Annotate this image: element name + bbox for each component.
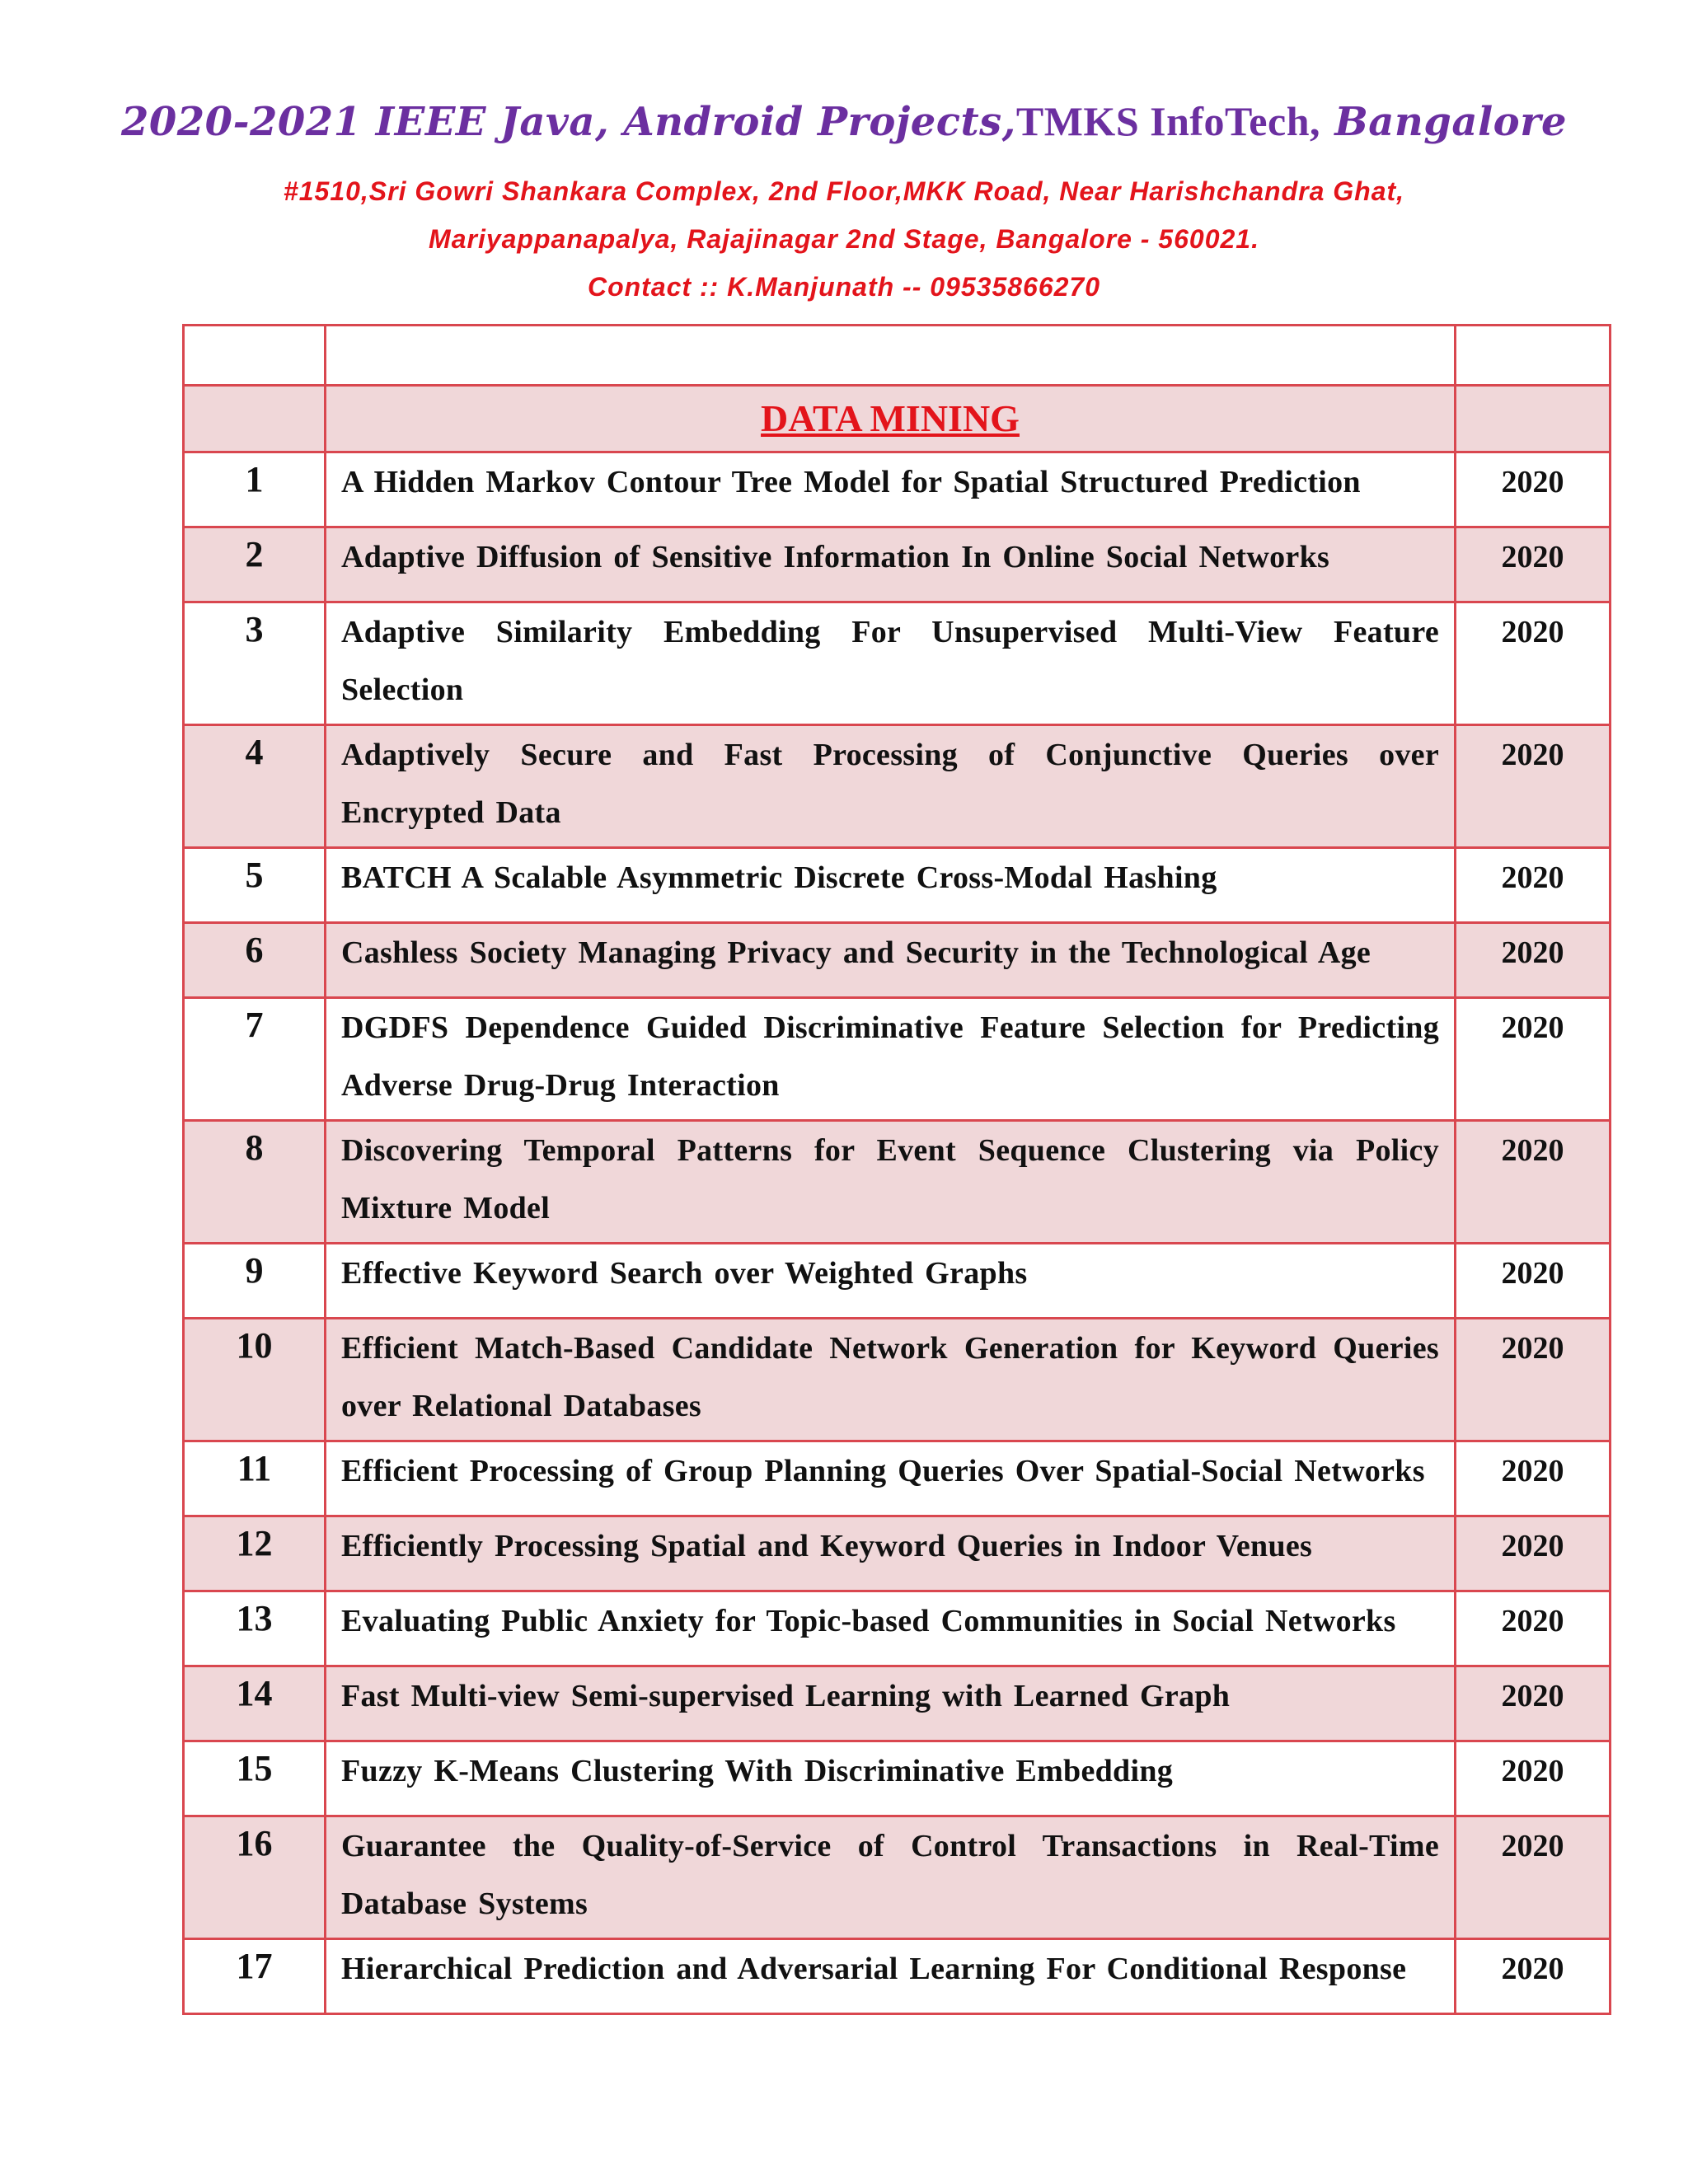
table-row xyxy=(184,1319,1611,1441)
project-title: Discovering Temporal Patterns for Event Sequence Clustering via Policy Mixture Model xyxy=(326,1121,1456,1244)
project-year: 2020 xyxy=(1456,527,1611,602)
table-row xyxy=(184,602,1611,725)
table-cell xyxy=(184,326,326,386)
table-row xyxy=(184,1516,1611,1591)
project-title: Adaptive Similarity Embedding For Unsupervised Multi-View Feature Selection xyxy=(326,602,1456,725)
section-cell xyxy=(326,386,1456,452)
project-number: 10 xyxy=(184,1319,326,1441)
table-cell xyxy=(1456,326,1611,386)
project-title: Cashless Society Managing Privacy and Security in the Technological Age xyxy=(326,923,1456,998)
table-row xyxy=(184,1816,1611,1939)
project-year: 2020 xyxy=(1456,602,1611,725)
project-number: 7 xyxy=(184,998,326,1121)
project-title: BATCH A Scalable Asymmetric Discrete Cross-Modal Hashing xyxy=(326,848,1456,923)
table-row xyxy=(184,1121,1611,1244)
project-title: Efficiently Processing Spatial and Keyword Queries in Indoor Venues xyxy=(326,1516,1456,1591)
table-row xyxy=(184,1441,1611,1516)
project-year: 2020 xyxy=(1456,1441,1611,1516)
project-title: Fuzzy K-Means Clustering With Discriminative Embedding xyxy=(326,1741,1456,1816)
contact-line: Contact :: K.Manjunath -- 09535866270 xyxy=(587,272,1101,302)
project-number: 17 xyxy=(184,1939,326,2014)
project-number: 11 xyxy=(184,1441,326,1516)
project-year: 2020 xyxy=(1456,1939,1611,2014)
company-name: TMKS InfoTech, xyxy=(1015,98,1320,144)
project-title: Guarantee the Quality-of-Service of Control Transactions in Real-Time Database Systems xyxy=(326,1816,1456,1939)
project-year: 2020 xyxy=(1456,1816,1611,1939)
project-title: Hierarchical Prediction and Adversarial Learning For Conditional Response xyxy=(326,1939,1456,2014)
title-city: Bangalore xyxy=(1320,99,1568,145)
project-number: 6 xyxy=(184,923,326,998)
project-number: 13 xyxy=(184,1591,326,1666)
project-year: 2020 xyxy=(1456,1741,1611,1816)
project-title: Efficient Processing of Group Planning Queries Over Spatial-Social Networks xyxy=(326,1441,1456,1516)
project-number: 15 xyxy=(184,1741,326,1816)
project-title: Adaptive Diffusion of Sensitive Information In Online Social Networks xyxy=(326,527,1456,602)
table-row xyxy=(184,1939,1611,2014)
project-number: 16 xyxy=(184,1816,326,1939)
project-number: 4 xyxy=(184,725,326,848)
table-row xyxy=(184,1244,1611,1319)
section-row xyxy=(184,386,1611,452)
table-blank-row xyxy=(184,326,1611,386)
table-row xyxy=(184,452,1611,527)
project-year: 2020 xyxy=(1456,1591,1611,1666)
table-row xyxy=(184,1591,1611,1666)
project-title: A Hidden Markov Contour Tree Model for Spatial Structured Prediction xyxy=(326,452,1456,527)
project-title: Fast Multi-view Semi-supervised Learning with Learned Graph xyxy=(326,1666,1456,1741)
project-title: Efficient Match-Based Candidate Network Generation for Keyword Queries over Relational Databases xyxy=(326,1319,1456,1441)
project-number: 8 xyxy=(184,1121,326,1244)
project-title: DGDFS Dependence Guided Discriminative Feature Selection for Predicting Adverse Drug-Drug Interaction xyxy=(326,998,1456,1121)
project-number: 1 xyxy=(184,452,326,527)
table-cell xyxy=(326,326,1456,386)
project-title: Adaptively Secure and Fast Processing of Conjunctive Queries over Encrypted Data xyxy=(326,725,1456,848)
project-number: 5 xyxy=(184,848,326,923)
address-line-1: #1510,Sri Gowri Shankara Complex, 2nd Floor,MKK Road, Near Harishchandra Ghat, xyxy=(283,176,1405,206)
project-year: 2020 xyxy=(1456,725,1611,848)
table-cell xyxy=(1456,386,1611,452)
project-year: 2020 xyxy=(1456,452,1611,527)
table-row xyxy=(184,527,1611,602)
project-year: 2020 xyxy=(1456,998,1611,1121)
project-year: 2020 xyxy=(1456,1666,1611,1741)
table-row xyxy=(184,725,1611,848)
title-prefix: 2020-2021 IEEE Java, Android Projects, xyxy=(120,99,1016,145)
project-number: 2 xyxy=(184,527,326,602)
table-cell xyxy=(184,386,326,452)
project-title: Effective Keyword Search over Weighted Graphs xyxy=(326,1244,1456,1319)
table-row xyxy=(184,998,1611,1121)
section-title: DATA MINING xyxy=(761,397,1020,439)
table-row xyxy=(184,848,1611,923)
project-year: 2020 xyxy=(1456,923,1611,998)
address-line-2: Mariyappanapalya, Rajajinagar 2nd Stage, Bangalore - 560021. xyxy=(429,224,1259,254)
project-year: 2020 xyxy=(1456,1244,1611,1319)
document-title xyxy=(0,97,1688,145)
project-title: Evaluating Public Anxiety for Topic-based Communities in Social Networks xyxy=(326,1591,1456,1666)
table-row xyxy=(184,1741,1611,1816)
projects-table xyxy=(182,324,1611,2015)
project-year: 2020 xyxy=(1456,1319,1611,1441)
project-number: 9 xyxy=(184,1244,326,1319)
project-year: 2020 xyxy=(1456,1516,1611,1591)
table-row xyxy=(184,1666,1611,1741)
project-number: 12 xyxy=(184,1516,326,1591)
table-row xyxy=(184,923,1611,998)
project-number: 3 xyxy=(184,602,326,725)
project-number: 14 xyxy=(184,1666,326,1741)
project-year: 2020 xyxy=(1456,1121,1611,1244)
project-year: 2020 xyxy=(1456,848,1611,923)
